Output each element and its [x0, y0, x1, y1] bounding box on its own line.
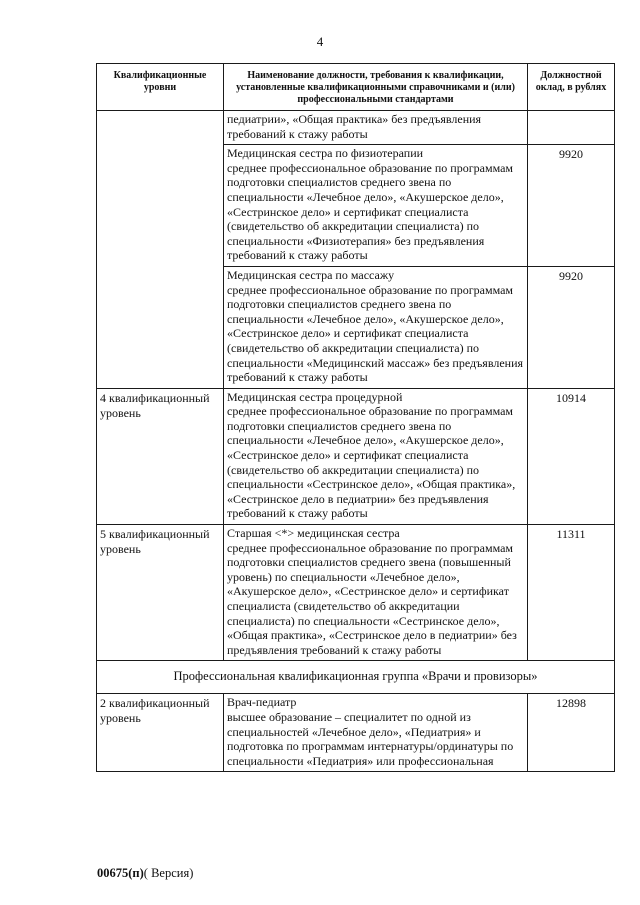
level-cell: 4 квалификационный уровень — [97, 388, 224, 524]
table-header-row — [97, 64, 615, 111]
position-cell — [224, 266, 528, 388]
position-requirements: среднее профессиональное образование по программам подготовки специалистов среднего звена (повышенный уровень) по специальности «Лечебное дело», «Акушерское дело», «Сестринское дело» и сертификат специалиста (свидетельство об аккредитации специалиста) по специальности «Сестринское дело», «Общая практика», «Сестринское дело в педиатрии» без предъявления требований к стажу работы — [227, 540, 517, 657]
page-number: 4 — [316, 34, 324, 49]
position-title: Медицинская сестра процедурной — [227, 389, 403, 404]
group-heading: Профессиональная квалификационная группа «Врачи и провизоры» — [97, 661, 615, 694]
salary-cell: 9920 — [528, 145, 615, 267]
salary-cell: 11311 — [528, 525, 615, 661]
salary-cell: 9920 — [528, 266, 615, 388]
level-cell: 2 квалификационный уровень — [97, 694, 224, 772]
position-cell — [224, 694, 528, 772]
table-row — [97, 388, 615, 524]
position-cell — [224, 388, 528, 524]
position-requirements: педиатрии», «Общая практика» без предъявления требований к стажу работы — [227, 112, 482, 141]
header-levels: Квалификационные уровни — [97, 64, 224, 111]
table-row — [97, 694, 615, 772]
table-row — [97, 111, 615, 145]
header-salary: Должностной оклад, в рублях — [528, 64, 615, 111]
position-requirements: среднее профессиональное образование по программам подготовки специалистов среднего звена по специальности «Лечебное дело», «Акушерское дело», «Сестринское дело» и сертификат специалиста (свидетельство об аккредитации специалиста) по специальности «Сестринское дело», «Общая практика», «Сестринское дело в педиатрии» без предъявления требований к стажу работы — [227, 404, 516, 521]
position-requirements: среднее профессиональное образование по программам подготовки специалистов среднего звена по специальности «Лечебное дело», «Акушерское дело», «Сестринское дело» и сертификат специалиста (свидетельство об аккредитации специалиста) по специальности «Физиотерапия» без предъявления требований к стажу работы — [227, 160, 514, 263]
salary-cell: 12898 — [528, 694, 615, 772]
header-position: Наименование должности, требования к квалификации, установленные квалификационными справочниками и (или) профессиональными стандартами — [224, 64, 528, 111]
table-row — [97, 525, 615, 661]
salary-cell — [528, 111, 615, 145]
position-title: Медицинская сестра по физиотерапии — [227, 146, 424, 161]
level-cell — [97, 111, 224, 389]
document-version: ( Версия) — [143, 866, 194, 880]
document-footer — [97, 866, 193, 881]
group-heading-row — [97, 661, 615, 694]
position-cell — [224, 525, 528, 661]
document-code: 00675(п) — [97, 866, 144, 880]
position-requirements: среднее профессиональное образование по программам подготовки специалистов среднего звена по специальности «Лечебное дело», «Акушерское дело», «Сестринское дело» и сертификат специалиста (свидетельство об аккредитации специалиста) по специальности «Медицинский массаж» без предъявления требований к стажу работы — [227, 282, 524, 385]
position-cell — [224, 111, 528, 145]
position-title: Медицинская сестра по массажу — [227, 267, 395, 282]
position-title: Старшая <*> медицинская сестра — [227, 526, 400, 541]
position-title: Врач-педиатр — [227, 695, 297, 710]
position-cell — [224, 145, 528, 267]
qualification-table — [96, 63, 615, 772]
salary-cell: 10914 — [528, 388, 615, 524]
level-cell: 5 квалификационный уровень — [97, 525, 224, 661]
position-requirements: высшее образование – специалитет по одной из специальностей «Лечебное дело», «Педиатрия» и подготовка по программам интернатуры/ординатуры по специальности «Педиатрия» или профессиональная — [227, 709, 514, 768]
